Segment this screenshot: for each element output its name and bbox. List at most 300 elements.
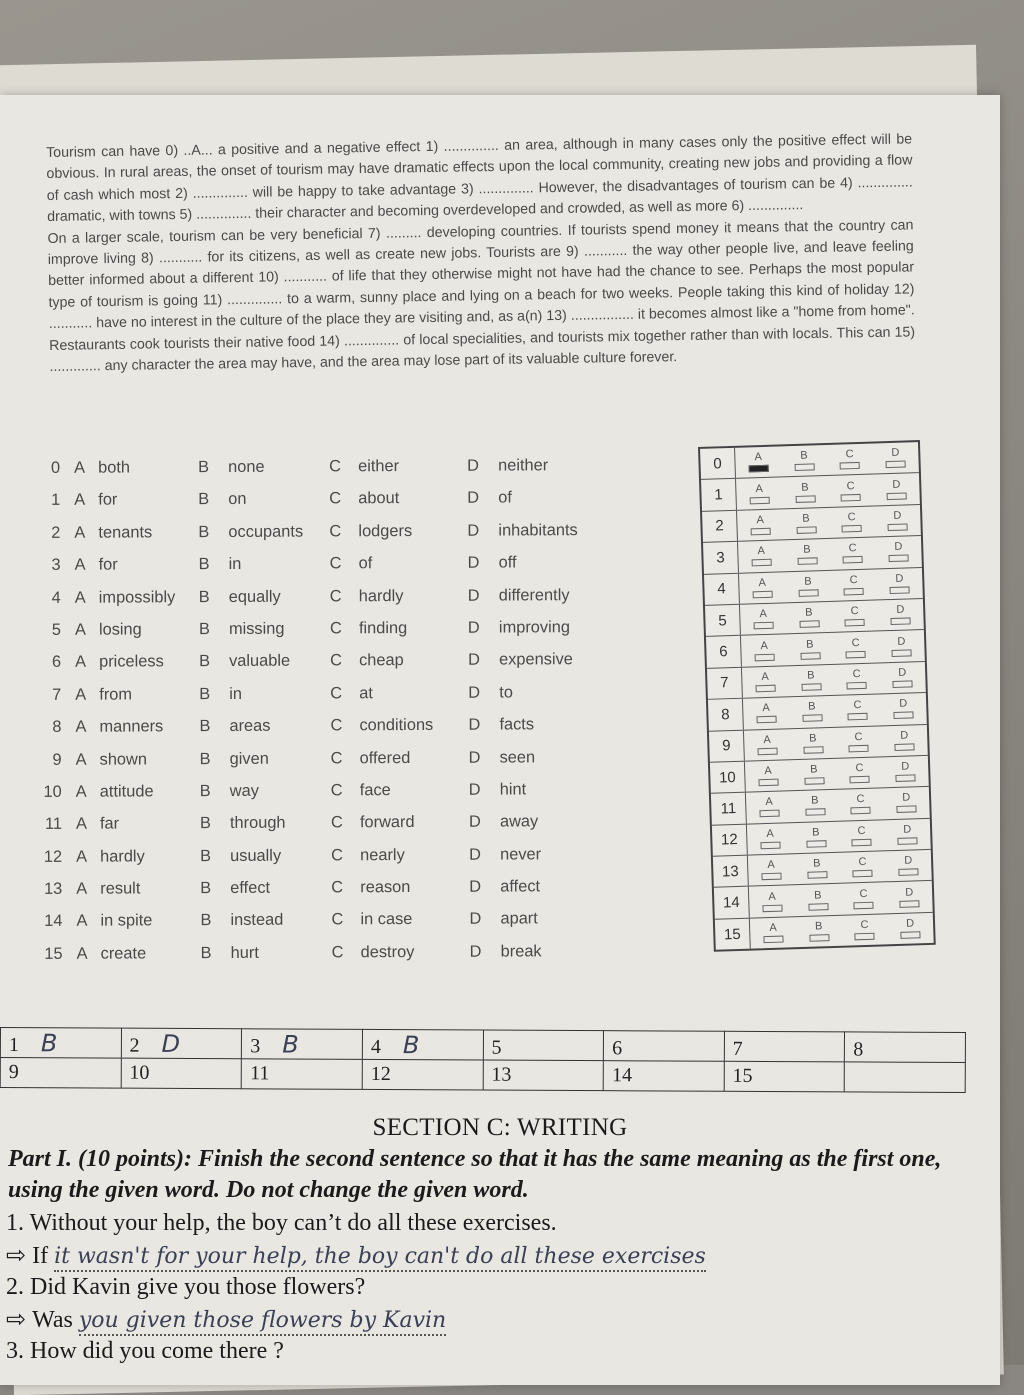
bubble-c[interactable] (852, 857, 873, 878)
bubble-group (741, 630, 925, 666)
bubble-box (852, 839, 872, 847)
option-a[interactable]: attitude (100, 782, 154, 801)
option-letter-b: B (198, 490, 209, 509)
bubble-box (754, 653, 774, 661)
option-d[interactable]: affect (500, 877, 540, 896)
bubble-a[interactable] (761, 860, 782, 881)
option-c[interactable]: face (360, 781, 391, 800)
option-a[interactable]: for (98, 491, 117, 510)
bubble-letter: C (854, 732, 862, 743)
answer-cell[interactable] (845, 1032, 966, 1063)
option-letter-a: A (77, 945, 88, 964)
answer-sheet-number: 1 (701, 479, 737, 510)
bubble-b[interactable] (801, 670, 822, 691)
option-letter-a: A (74, 523, 85, 542)
bubble-c[interactable] (846, 669, 867, 690)
answer-cell-number[interactable]: 11 (242, 1059, 363, 1090)
option-letter-b: B (199, 588, 210, 607)
option-a[interactable]: both (98, 458, 130, 477)
bubble-box (757, 747, 777, 755)
option-row (32, 775, 692, 811)
answer-cell-number[interactable]: 14 (603, 1061, 724, 1092)
bubble-c[interactable] (842, 543, 863, 564)
option-letter-d: D (468, 586, 480, 605)
bubble-box (890, 586, 910, 594)
bubble-d[interactable] (886, 479, 907, 500)
bubble-box (805, 809, 825, 817)
option-a[interactable]: in spite (100, 912, 152, 931)
bubble-letter: B (801, 482, 809, 493)
bubble-a[interactable] (753, 609, 774, 630)
handwritten-answer-text[interactable]: it wasn't for your help, the boy can't do all these exercises (54, 1244, 706, 1272)
option-a[interactable]: create (101, 944, 147, 963)
bubble-group (749, 881, 933, 917)
option-letter-d: D (467, 457, 479, 476)
question-number: 1 (30, 491, 60, 510)
option-letter-c: C (330, 652, 342, 671)
option-b[interactable]: equally (229, 587, 281, 606)
bubble-box (751, 559, 771, 567)
bubble-box (794, 464, 814, 472)
bubble-box (800, 652, 820, 660)
option-letter-b: B (198, 458, 209, 477)
bubble-d[interactable] (892, 667, 913, 688)
option-d[interactable]: inhabitants (498, 521, 577, 540)
option-row (31, 549, 691, 585)
bubble-a[interactable] (748, 452, 769, 473)
bubble-b[interactable] (796, 513, 817, 534)
answer-cell[interactable] (362, 1029, 483, 1060)
bubble-letter: D (904, 856, 912, 867)
bubble-box (801, 683, 821, 691)
bubble-d[interactable] (898, 856, 919, 877)
bubble-b[interactable] (802, 702, 823, 723)
bubble-group (747, 819, 931, 855)
bubble-c[interactable] (840, 449, 861, 470)
option-d[interactable]: off (499, 554, 517, 573)
bubble-b[interactable] (797, 545, 818, 566)
bubble-letter: C (859, 889, 867, 900)
bubble-d[interactable] (895, 761, 916, 782)
bubble-box (761, 873, 781, 881)
question-number: 11 (32, 815, 62, 834)
bubble-letter: C (850, 606, 858, 617)
option-letter-b: B (200, 879, 211, 898)
bubble-a[interactable] (751, 546, 772, 567)
bubble-d[interactable] (887, 510, 908, 531)
option-a[interactable]: priceless (99, 653, 164, 672)
bubble-box (895, 743, 915, 751)
bubble-d[interactable] (885, 448, 906, 469)
option-row (33, 937, 693, 973)
bubble-box (762, 904, 782, 912)
bubble-c[interactable] (853, 888, 874, 909)
cloze-passage (46, 129, 916, 378)
option-c[interactable]: at (359, 684, 373, 703)
option-letter-d: D (468, 619, 480, 638)
bubble-group (738, 536, 922, 572)
bubble-group (743, 693, 927, 729)
option-b[interactable]: none (228, 458, 265, 477)
answer-cell-number[interactable]: 9 (0, 1058, 121, 1089)
option-c[interactable]: reason (360, 878, 410, 897)
bubble-a[interactable] (754, 640, 775, 661)
bubble-c[interactable] (850, 794, 871, 815)
handwritten-answer: B (282, 1030, 299, 1058)
bubble-d[interactable] (888, 542, 909, 563)
answer-cell-number[interactable]: 13 (483, 1060, 604, 1091)
bubble-letter: A (766, 829, 774, 840)
answer-sheet-number: 6 (706, 636, 742, 667)
bubble-letter: D (901, 762, 909, 773)
option-a[interactable]: manners (99, 717, 163, 736)
answer-prompt: If (32, 1243, 48, 1269)
option-b[interactable]: in (229, 555, 242, 574)
answer-cell-number[interactable]: 10 (121, 1058, 242, 1089)
bubble-d[interactable] (899, 887, 920, 908)
bubble-c[interactable] (847, 700, 868, 721)
option-letter-d: D (469, 748, 481, 767)
option-a[interactable]: losing (99, 620, 142, 639)
bubble-letter: B (803, 545, 811, 556)
writing-items (0, 1210, 1000, 1365)
passage-paragraph-2: On a larger scale, tourism can be very beneficial 7) ......... developing countries. If tourists spend money it means that the country can improve living 8) ........... for its citizens, as well as create new jobs. Tourists are 9) ........... the way other people live, and leave feeling better informed about a different 10) ........... of life that they otherwise might not have had the chance to see. Perhaps the most popular type of tourism is going 11) .............. to a warm, sunny place and lying on a beach for two weeks. People taking this kind of holiday 12) ........... have no interest in the culture of the place they are visiting and, as a(n) 13) ................ it becomes almost like a "home from home". Restaurants cook tourists their native food 14) .............. of local specialities, and tourists mix together rather than with locals. This can 15) ............. any character the area may have, and the area may lose part of its valuable culture forever. (47, 215, 915, 378)
answer-sheet-number: 10 (710, 762, 746, 793)
bubble-letter: A (760, 640, 768, 651)
option-d[interactable]: hint (500, 780, 527, 799)
bubble-letter: D (892, 479, 900, 490)
option-d[interactable]: away (500, 813, 538, 832)
answer-sheet-number: 7 (707, 667, 743, 698)
option-letter-b: B (199, 652, 210, 671)
option-d[interactable]: improving (499, 618, 570, 637)
bubble-b[interactable] (807, 858, 828, 879)
option-b[interactable]: given (230, 749, 269, 768)
bubble-letter: B (804, 576, 812, 587)
option-letter-b: B (198, 523, 209, 542)
option-d[interactable]: seen (500, 748, 536, 767)
option-letter-a: A (76, 912, 87, 931)
bubble-letter: B (805, 608, 813, 619)
answer-sheet-row (715, 913, 934, 950)
bubble-a[interactable] (750, 515, 771, 536)
option-letter-c: C (329, 522, 341, 541)
bubble-group (745, 756, 929, 792)
bubble-d[interactable] (891, 636, 912, 657)
option-letter-c: C (330, 684, 342, 703)
bubble-box (849, 744, 869, 752)
bubble-a[interactable] (752, 577, 773, 598)
bubble-c[interactable] (841, 480, 862, 501)
option-d[interactable]: of (498, 489, 512, 508)
answer-cell[interactable] (121, 1028, 242, 1059)
bubble-d[interactable] (894, 730, 915, 751)
bubble-box (891, 618, 911, 626)
option-b[interactable]: valuable (229, 652, 290, 671)
writing-question: 3. How did you come there ? (6, 1338, 1000, 1365)
bubble-letter: B (802, 514, 810, 525)
option-d[interactable]: to (499, 683, 513, 702)
option-b[interactable]: instead (230, 911, 283, 930)
option-b[interactable]: missing (229, 620, 285, 639)
option-b[interactable]: occupants (228, 522, 303, 541)
bubble-box (848, 713, 868, 721)
option-letter-a: A (75, 718, 86, 737)
option-d[interactable]: expensive (499, 651, 573, 670)
option-b[interactable]: effect (230, 879, 270, 898)
bubble-box (899, 900, 919, 908)
option-letter-b: B (200, 847, 211, 866)
answer-grid-row (0, 1058, 965, 1093)
bubble-c[interactable] (843, 575, 864, 596)
bubble-c[interactable] (844, 606, 865, 627)
option-d[interactable]: break (501, 942, 542, 961)
option-letter-a: A (75, 621, 86, 640)
bubble-b[interactable] (808, 890, 829, 911)
bubble-group (744, 724, 928, 760)
option-d[interactable]: apart (500, 910, 537, 929)
option-row (32, 873, 692, 909)
bubble-letter: A (769, 923, 777, 934)
question-number: 5 (31, 621, 61, 640)
answer-cell[interactable] (724, 1031, 845, 1062)
bubble-b[interactable] (795, 482, 816, 503)
worksheet-page (0, 95, 1000, 1385)
option-a[interactable]: result (100, 880, 140, 899)
bubble-letter: B (814, 890, 822, 901)
bubble-d[interactable] (896, 793, 917, 814)
bubble-d[interactable] (897, 824, 918, 845)
bubble-letter: D (902, 793, 910, 804)
bubble-box (900, 931, 920, 939)
option-letter-a: A (76, 815, 87, 834)
bubble-group (735, 442, 919, 478)
bubble-d[interactable] (889, 573, 910, 594)
question-number: 0 (30, 459, 60, 478)
bubble-b[interactable] (804, 764, 825, 785)
bubble-letter: B (806, 639, 814, 650)
answer-cell-number: 1 (9, 1034, 19, 1056)
option-row (32, 808, 692, 844)
bubble-c[interactable] (854, 920, 875, 941)
bubble-letter: D (900, 730, 908, 741)
bubble-d[interactable] (893, 699, 914, 720)
option-a[interactable]: tenants (98, 523, 152, 542)
bubble-group (746, 787, 930, 823)
answer-cell-number: 7 (733, 1037, 743, 1059)
option-b[interactable]: way (230, 782, 259, 801)
option-c[interactable]: in case (360, 910, 412, 929)
bubble-b[interactable] (799, 607, 820, 628)
bubble-c[interactable] (842, 512, 863, 533)
option-c[interactable]: about (358, 489, 399, 508)
option-d[interactable]: neither (498, 456, 548, 475)
bubble-b[interactable] (806, 827, 827, 848)
answer-cell-number: 6 (612, 1037, 622, 1059)
question-number: 14 (32, 912, 62, 931)
bubble-box (756, 716, 776, 724)
bubble-box (795, 495, 815, 503)
option-row (31, 711, 691, 747)
answer-grid (0, 1027, 966, 1093)
bubble-letter: D (898, 667, 906, 678)
option-letter-a: A (75, 588, 86, 607)
option-letter-d: D (469, 878, 481, 897)
option-row (32, 840, 692, 876)
option-letter-c: C (331, 749, 343, 768)
answer-cell[interactable] (604, 1031, 725, 1062)
bubble-letter: D (891, 448, 899, 459)
option-b[interactable]: through (230, 814, 286, 833)
option-letter-b: B (201, 944, 212, 963)
bubble-letter: A (763, 735, 771, 746)
question-number: 9 (32, 750, 62, 769)
option-letter-d: D (467, 521, 479, 540)
bubble-a[interactable] (760, 828, 781, 849)
option-a[interactable]: for (99, 556, 118, 575)
bubble-box (851, 807, 871, 815)
option-b[interactable]: in (229, 685, 242, 704)
option-a[interactable]: hardly (100, 847, 145, 866)
bubble-a[interactable] (763, 923, 784, 944)
bubble-b[interactable] (809, 921, 830, 942)
answer-cell[interactable] (0, 1028, 121, 1059)
bubble-c[interactable] (851, 826, 872, 847)
writing-question: 1. Without your help, the boy can’t do all these exercises. (6, 1210, 1000, 1237)
question-number: 10 (32, 783, 62, 802)
option-a[interactable]: from (99, 685, 132, 704)
option-letter-d: D (467, 489, 479, 508)
option-a[interactable]: impossibly (99, 588, 176, 607)
option-c[interactable]: hardly (359, 587, 404, 606)
answer-sheet-number: 0 (700, 448, 736, 479)
bubble-box (843, 556, 863, 564)
writing-section (0, 1110, 1000, 1365)
answer-sheet-number: 15 (715, 918, 751, 949)
bubble-c[interactable] (845, 637, 866, 658)
option-d[interactable]: differently (499, 586, 570, 605)
bubble-group (750, 913, 934, 949)
option-c[interactable]: destroy (361, 943, 415, 962)
option-letter-b: B (199, 685, 210, 704)
option-c[interactable]: conditions (359, 716, 433, 735)
option-c[interactable]: lodgers (358, 522, 412, 541)
option-row (32, 743, 692, 779)
bubble-box (749, 496, 769, 504)
option-c[interactable]: finding (359, 619, 407, 638)
bubble-box (889, 555, 909, 563)
bubble-c[interactable] (849, 763, 870, 784)
bubble-box (853, 870, 873, 878)
answer-cell-number[interactable]: 15 (724, 1061, 845, 1092)
bubble-d[interactable] (900, 918, 921, 939)
option-c[interactable]: of (359, 554, 373, 573)
bubble-letter: C (855, 763, 863, 774)
option-letter-b: B (200, 814, 211, 833)
option-d[interactable]: facts (499, 715, 534, 734)
bubble-letter: A (762, 703, 770, 714)
bubble-letter: C (860, 920, 868, 931)
option-d[interactable]: never (500, 845, 541, 864)
arrow-icon: ⇨ (6, 1243, 26, 1269)
option-b[interactable]: on (228, 490, 246, 509)
bubble-a[interactable] (749, 483, 770, 504)
bubble-b[interactable] (805, 796, 826, 817)
option-row (30, 484, 690, 520)
answer-cell[interactable] (483, 1030, 604, 1061)
bubble-a[interactable] (756, 703, 777, 724)
option-b[interactable]: hurt (231, 944, 259, 963)
option-row (32, 905, 692, 941)
bubble-letter: A (755, 484, 763, 495)
bubble-b[interactable] (798, 576, 819, 597)
question-number: 12 (32, 848, 62, 867)
answer-sheet-number: 11 (711, 793, 747, 824)
bubble-a[interactable] (757, 734, 778, 755)
option-b[interactable]: areas (229, 717, 270, 736)
bubble-a[interactable] (762, 891, 783, 912)
bubble-box (846, 650, 866, 658)
bubble-b[interactable] (803, 733, 824, 754)
option-c[interactable]: forward (360, 813, 415, 832)
option-c[interactable]: either (358, 457, 399, 476)
bubble-letter: D (905, 887, 913, 898)
bubble-b[interactable] (800, 639, 821, 660)
option-a[interactable]: shown (100, 750, 147, 769)
bubble-a[interactable] (755, 672, 776, 693)
bubble-letter: B (811, 796, 819, 807)
option-letter-a: A (74, 459, 85, 478)
option-b[interactable]: usually (230, 846, 281, 865)
question-number: 15 (33, 945, 63, 964)
bubble-d[interactable] (890, 605, 911, 626)
answer-sheet-number: 14 (714, 887, 750, 918)
bubble-b[interactable] (794, 451, 815, 472)
option-c[interactable]: cheap (359, 651, 404, 670)
answer-cell-number[interactable] (845, 1062, 966, 1093)
bubble-box (893, 680, 913, 688)
bubble-letter: C (846, 449, 854, 460)
question-number: 6 (31, 653, 61, 672)
bubble-letter: A (768, 891, 776, 902)
bubble-letter: A (754, 452, 762, 463)
bubble-a[interactable] (758, 766, 779, 787)
option-letter-c: C (330, 587, 342, 606)
handwritten-answer-text[interactable]: you given those flowers by Kavin (79, 1308, 446, 1336)
option-c[interactable]: nearly (360, 846, 405, 865)
bubble-box (763, 936, 783, 944)
handwritten-answer: B (41, 1029, 58, 1057)
bubble-box (886, 461, 906, 469)
answer-cell[interactable] (242, 1029, 363, 1060)
option-a[interactable]: far (100, 815, 119, 834)
bubble-box (806, 840, 826, 848)
option-row (31, 678, 691, 714)
bubble-letter: C (853, 700, 861, 711)
answer-cell-number: 5 (492, 1036, 502, 1058)
bubble-letter: A (765, 797, 773, 808)
bubble-a[interactable] (759, 797, 780, 818)
answer-cell-number: 3 (250, 1035, 260, 1057)
answer-cell-number[interactable]: 12 (362, 1059, 483, 1090)
option-letter-b: B (200, 782, 211, 801)
bubble-box (808, 903, 828, 911)
answer-sheet-number: 12 (712, 824, 748, 855)
option-letter-c: C (331, 878, 343, 897)
bubble-c[interactable] (848, 731, 869, 752)
option-letter-a: A (76, 847, 87, 866)
option-c[interactable]: offered (360, 749, 411, 768)
